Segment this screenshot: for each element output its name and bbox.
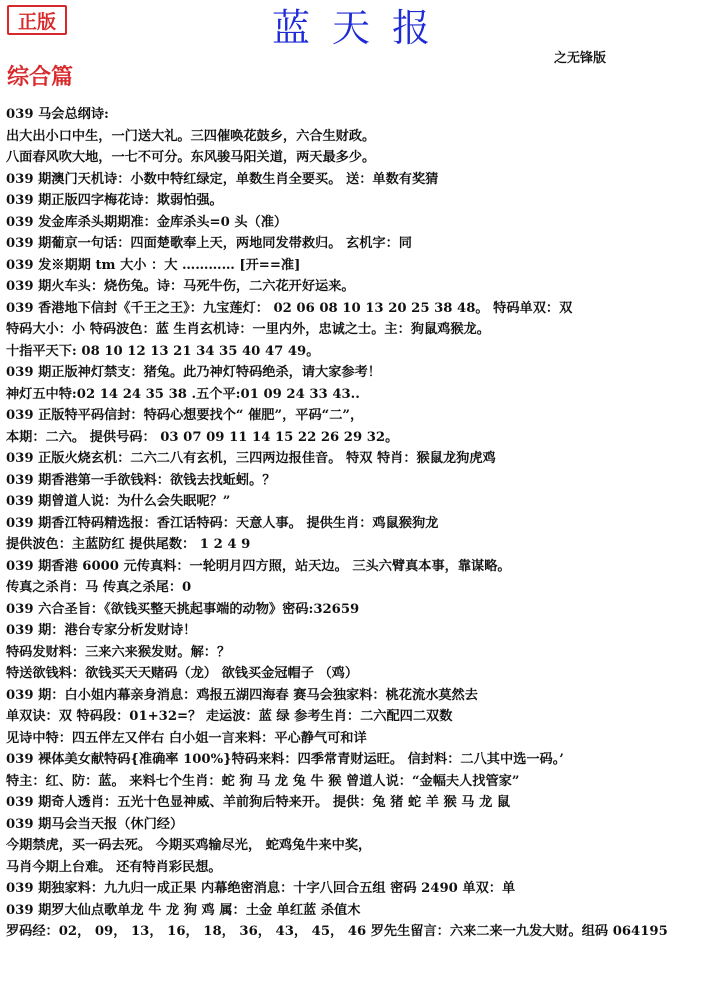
text-line: 039 期澳门天机诗：小数中特红绿定，单数生肖全要买。 送：单数有奖猜 (6, 171, 439, 187)
text-line: 单双诀：双 特码段：01+32=？ 走运波：蓝 绿 参考生肖：二六配四二双数 (6, 709, 453, 724)
text-line: 十指平天下: 08 10 12 13 21 34 35 40 47 49。 (6, 343, 320, 359)
text-line: 039 期：白小姐内幕亲身消息：鸡报五湖四海春 赛马会独家料：桃花流水莫然去 (6, 687, 478, 703)
text-line: 039 香港地下信封《千王之王》：九宝莲灯： 02 06 08 10 13 20 25 38 48。 特码单双：双 (6, 300, 573, 316)
text-line: 039 发※期期 tm 大小 ：大 ………… [开==准] (6, 257, 301, 273)
text-line: 039 期奇人透肖：五光十色显神威、羊前狗后特来开。 提供：兔 猪 蛇 羊 猴 马 龙 鼠 (6, 795, 511, 810)
text-line: 罗码经：02， 09， 13， 16， 18， 36， 43， 45， 46 罗先生留言：六来二来一九发大财。组码 064195 (6, 924, 668, 939)
text-line: 特主：红、防：蓝。 来料七个生肖：蛇 狗 马 龙 兔 牛 猴 曾道人说：“金幅夫人找管家” (6, 773, 520, 789)
text-line: 039 发金库杀头期期准：金库杀头=0 头（准） (6, 214, 288, 230)
text-line: 039 正版特平码信封：特码心想要找个“ 催肥”，平码“二”， (6, 408, 364, 423)
text-line: 039 六合圣旨：《欲钱买整天挑起事端的动物》密码:32659 (6, 601, 360, 617)
text-line: 039 期葡京一句话：四面楚歌奉上天，两地同发帯救归。 玄机字：同 (6, 236, 412, 251)
text-line: 039 期正版神灯禁支：猪兔。此乃神灯特码绝杀，请大家参考！ (6, 365, 381, 380)
text-line: 039 期火车头：烧伤兔。诗：马死牛伤，二六花开好运来。 (6, 279, 355, 294)
text-line: 039 期香江特码精选报：香江话特码：天意人事。 提供生肖：鸡鼠猴狗龙 (6, 515, 439, 531)
text-line: 特送欲钱料：欲钱买天天赌码（龙） 欲钱买金冠帽子 （鸡） (6, 666, 359, 681)
text-line: 本期：二六。 提供号码： 03 07 09 11 14 15 22 26 29 32。 (6, 429, 399, 445)
text-line: 039 裸体美女献特码{准确率 100%}特码来料：四季常青财运旺。 信封料：二八其中选一码。’ (6, 752, 564, 767)
text-line: 出大出小口中生，一门送大礼。三四催唤花鼓乡，六合生财政。 (6, 128, 376, 144)
section-title: 综合篇 (7, 65, 74, 90)
text-line: 039 期马会当天报（休门经） (6, 816, 184, 832)
page-title: 蓝天报 (271, 6, 452, 50)
text-line: 特码发财料：三来六来猴发财。解：？ (6, 644, 231, 660)
text-line: 039 期正版四字梅花诗：欺弱怕强。 (6, 193, 223, 208)
text-line: 神灯五中特:02 14 24 35 38 .五个平:01 09 24 33 43.. (6, 386, 360, 402)
genuine-badge: 正版 (7, 5, 67, 35)
text-line: 039 期罗大仙点歌单龙 牛 龙 狗 鸡 属：土金 单红蓝 杀值木 (6, 902, 361, 918)
text-line: 039 正版火烧玄机：二六二八有玄机，三四两边报佳音。 特双 特肖：猴鼠龙狗虎鸡 (6, 451, 496, 466)
text-line: 马肖今期上台难。 还有特肖彩民想。 (6, 859, 222, 875)
text-line: 八面春风吹大地，一七不可分。东风骏马阳关道，两天最多少。 (6, 150, 376, 165)
text-line: 039 马会总纲诗: (6, 107, 109, 122)
text-line: 039 期香港 6000 元传真料：一轮明月四方照，站天边。 三头六臂真本事，靠谋略。 (6, 558, 511, 574)
content-body (6, 104, 696, 943)
text-line: 见诗中特：四五伴左又伴右 白小姐一言来料：平心静气可和详 (6, 730, 367, 746)
text-line: 提供波色：主蓝防红 提供尾数： 1 2 4 9 (6, 537, 251, 552)
edition-label: 之无锋版 (553, 51, 606, 66)
text-line: 特码大小：小 特码波色：蓝 生肖玄机诗：一里内外，忠诚之士。主：狗鼠鸡猴龙。 (6, 322, 490, 337)
text-line: 039 期香港第一手欲钱料：欲钱去找蚯蚓。？ (6, 472, 276, 488)
text-line: 039 期曾道人说：为什么会失眠呢？” (6, 494, 231, 509)
text-line: 传真之杀肖：马 传真之杀尾：0 (6, 580, 192, 595)
text-line: 039 期独家料：九九归一成正果 内幕绝密消息：十字八回合五组 密码 2490 单双：单 (6, 881, 516, 896)
text-line: 039 期：港台专家分析发财诗！ (6, 623, 197, 638)
text-line: 今期禁虎，买一码去死。 今期买鸡输尽光， 蛇鸡兔牛来中奖， (6, 838, 372, 853)
